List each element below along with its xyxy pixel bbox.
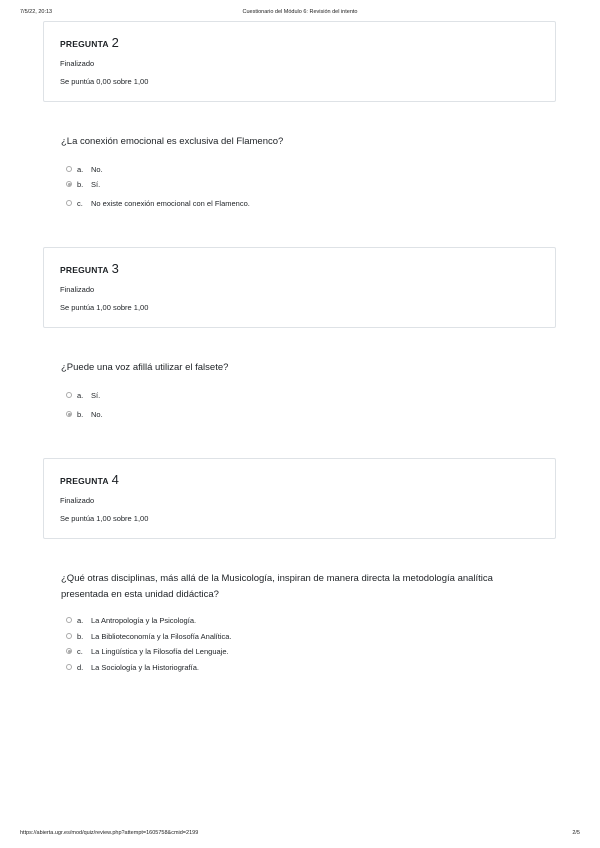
question-text-line: presentada en esta unidad didáctica?: [61, 589, 219, 600]
question-label: PREGUNTA: [60, 39, 109, 49]
radio-button[interactable]: [66, 200, 72, 206]
print-footer: [20, 830, 580, 836]
question-text-4: [61, 571, 511, 603]
option-letter: b.: [77, 179, 84, 189]
print-page-number: 2/5: [572, 830, 580, 836]
question-grade: Se puntúa 1,00 sobre 1,00: [60, 303, 149, 312]
question-info-4: [43, 458, 556, 539]
question-info-2: [43, 21, 556, 102]
radio-button-checked[interactable]: [66, 411, 72, 417]
question-state: Finalizado: [60, 496, 95, 505]
option-letter: a.: [77, 615, 84, 625]
answer-option[interactable]: [66, 615, 196, 625]
question-info-3: [43, 247, 556, 328]
print-header: [20, 9, 580, 15]
question-grade: Se puntúa 1,00 sobre 1,00: [60, 514, 149, 523]
answer-option[interactable]: [66, 179, 100, 189]
option-text: La Sociología y la Historiografía.: [91, 662, 199, 672]
answer-option[interactable]: [66, 646, 229, 656]
answer-option[interactable]: [66, 662, 199, 672]
question-state: Finalizado: [60, 285, 95, 294]
radio-button-checked[interactable]: [66, 648, 72, 654]
question-text-3: ¿Puede una voz afillá utilizar el falsete?: [61, 362, 229, 373]
radio-button-checked[interactable]: [66, 181, 72, 187]
option-text: La Antropología y la Psicología.: [91, 615, 197, 625]
option-letter: b.: [77, 631, 84, 641]
question-number-3: [60, 261, 119, 276]
option-text: La Lingüística y la Filosofía del Lenguaje.: [91, 646, 229, 656]
radio-button[interactable]: [66, 633, 72, 639]
question-state: Finalizado: [60, 59, 95, 68]
option-letter: d.: [77, 662, 84, 672]
radio-button[interactable]: [66, 664, 72, 670]
option-text: Sí.: [91, 179, 101, 189]
question-number-value: 4: [111, 472, 120, 487]
option-text: No existe conexión emocional con el Flamenco.: [91, 198, 250, 208]
radio-button[interactable]: [66, 617, 72, 623]
question-label: PREGUNTA: [60, 265, 109, 275]
option-text: Sí.: [91, 390, 101, 400]
print-datetime: 7/5/22, 20:13: [20, 9, 53, 15]
answer-option[interactable]: [66, 390, 100, 400]
question-text-line: ¿Qué otras disciplinas, más allá de la Musicología, inspiran de manera directa la metodología analítica: [61, 573, 493, 584]
question-text-2: ¿La conexión emocional es exclusiva del Flamenco?: [61, 136, 284, 147]
answer-option[interactable]: [66, 631, 232, 641]
question-label: PREGUNTA: [60, 476, 109, 486]
radio-button[interactable]: [66, 166, 72, 172]
question-number-4: [60, 472, 119, 487]
answer-option[interactable]: [66, 409, 103, 419]
option-letter: b.: [77, 409, 84, 419]
question-number-value: 2: [111, 35, 120, 50]
option-letter: c.: [77, 198, 83, 208]
answer-option[interactable]: [66, 164, 103, 174]
print-page-title: Cuestionario del Módulo 6: Revisión del intento: [242, 9, 358, 15]
option-text: La Biblioteconomía y la Filosofía Analítica.: [91, 631, 232, 641]
option-letter: a.: [77, 164, 84, 174]
question-grade: Se puntúa 0,00 sobre 1,00: [60, 77, 149, 86]
question-number-value: 3: [111, 261, 120, 276]
option-letter: c.: [77, 646, 83, 656]
option-letter: a.: [77, 390, 84, 400]
option-text: No.: [91, 164, 103, 174]
question-number-2: [60, 35, 119, 50]
answer-option[interactable]: [66, 198, 250, 208]
option-text: No.: [91, 409, 103, 419]
print-url: https://abierta.ugr.es/mod/quiz/review.php?attempt=1605758&cmid=2199: [20, 830, 199, 836]
radio-button[interactable]: [66, 392, 72, 398]
